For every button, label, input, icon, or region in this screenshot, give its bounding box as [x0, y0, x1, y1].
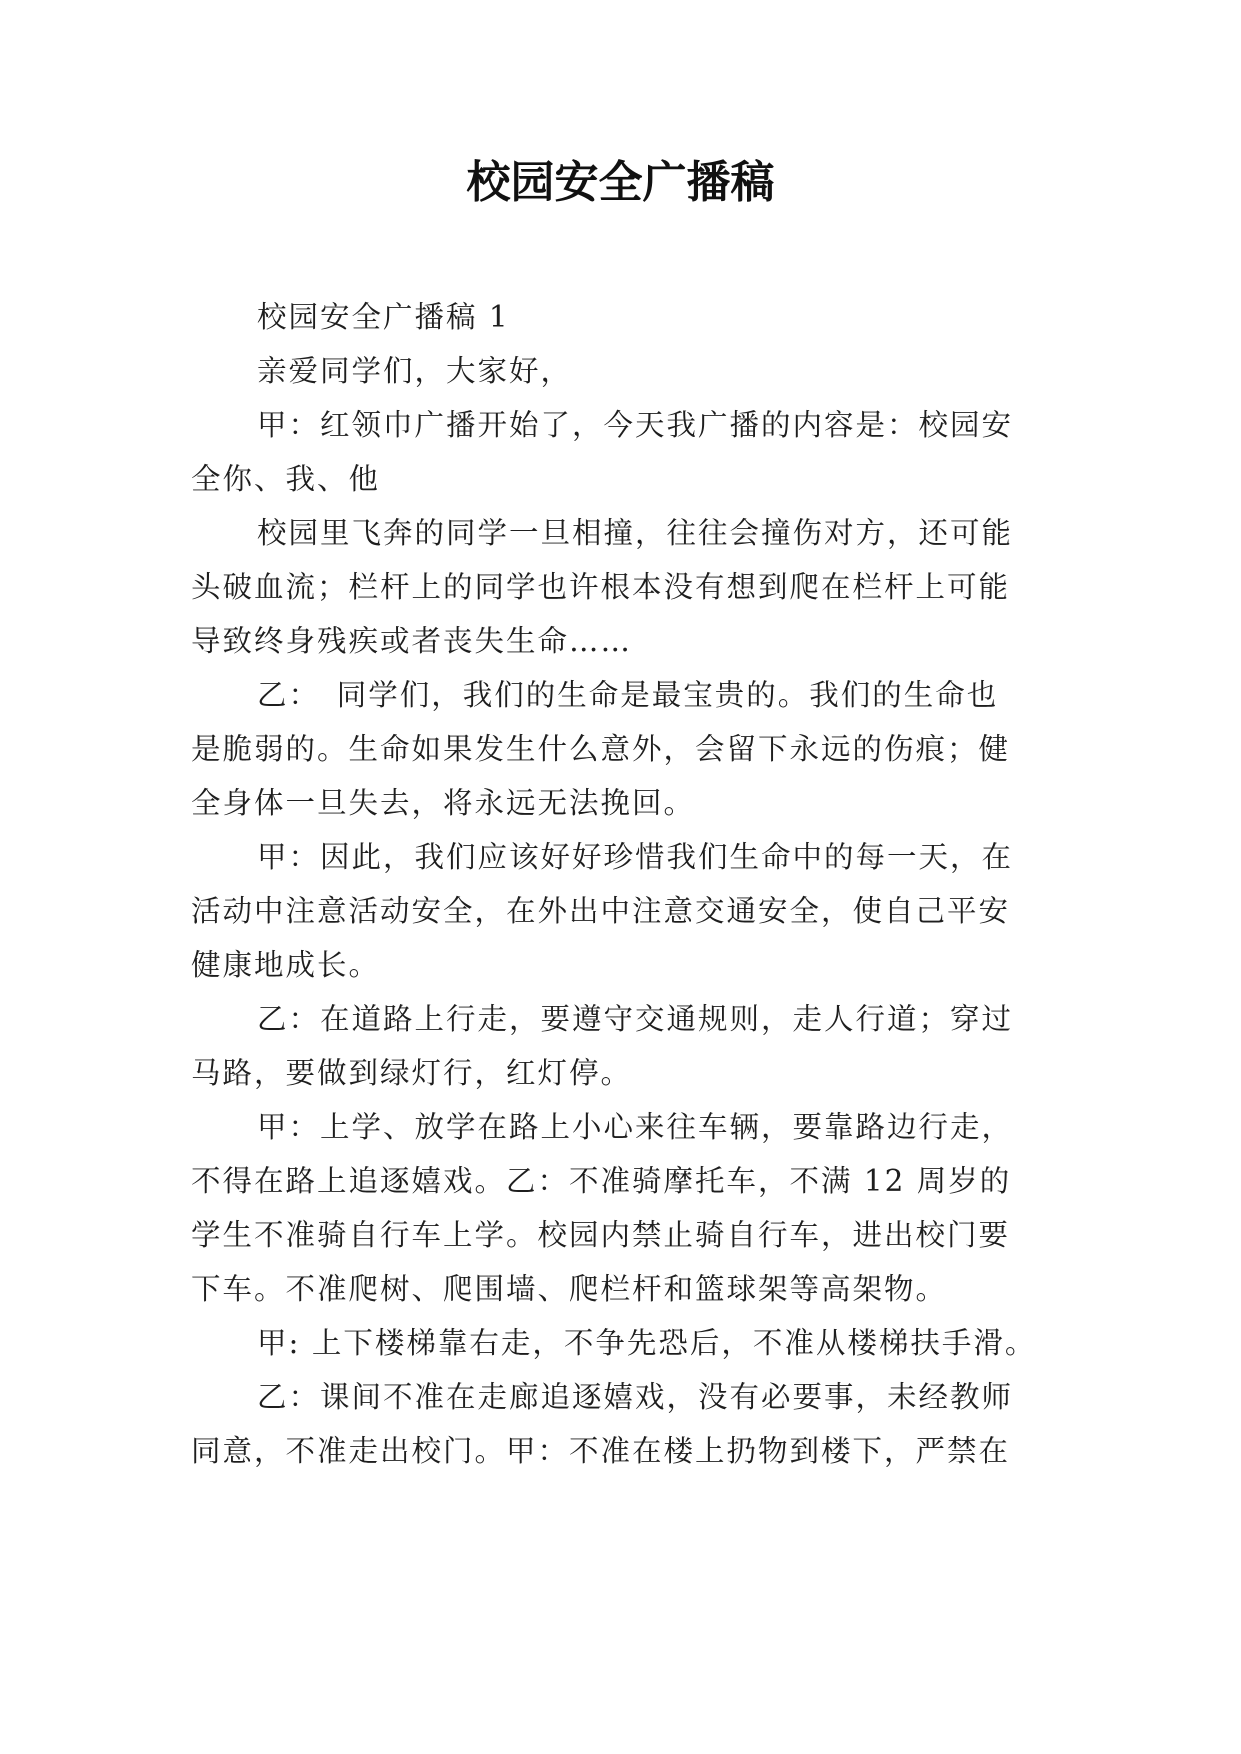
- paragraph: [191, 1316, 1051, 1370]
- paragraph: [191, 830, 1051, 992]
- paragraph: [191, 668, 1051, 830]
- paragraph: [191, 344, 1051, 398]
- text-line: 下车。不准爬树、爬围墙、爬栏杆和篮球架等高架物。: [191, 1272, 948, 1306]
- text-line: 学生不准骑自行车上学。校园内禁止骑自行车，进出校门要: [191, 1218, 1011, 1252]
- text-line: 全你、我、他: [191, 462, 381, 496]
- text-line: 健康地成长。: [191, 948, 381, 982]
- text-line: 乙：课间不准在走廊追逐嬉戏，没有必要事，未经教师: [257, 1380, 1014, 1414]
- text-line: 头破血流；栏杆上的同学也许根本没有想到爬在栏杆上可能: [191, 570, 1011, 604]
- paragraph: [191, 1100, 1051, 1316]
- text-line: 活动中注意活动安全，在外出中注意交通安全，使自己平安: [191, 894, 1011, 928]
- text-line: 不得在路上追逐嬉戏。乙：不准骑摩托车，不满 12 周岁的: [191, 1164, 1012, 1198]
- text-line: 甲: 上下楼梯靠右走，不争先恐后，不准从楼梯扶手滑。: [257, 1326, 1037, 1360]
- text-line: 校园安全广播稿 1: [257, 300, 510, 334]
- paragraph: [191, 1370, 1051, 1478]
- text-line: 同意，不准走出校门。甲：不准在楼上扔物到楼下，严禁在: [191, 1434, 1011, 1468]
- text-line: 乙： 同学们，我们的生命是最宝贵的。我们的生命也: [257, 678, 999, 712]
- text-line: 甲：因此，我们应该好好珍惜我们生命中的每一天，在: [257, 840, 1014, 874]
- paragraph: [191, 992, 1051, 1100]
- text-line: 甲：上学、放学在路上小心来往车辆，要靠路边行走，: [257, 1110, 1014, 1144]
- text-line: 全身体一旦失去，将永远无法挽回。: [191, 786, 696, 820]
- paragraph: [191, 506, 1051, 668]
- paragraph: [191, 398, 1051, 506]
- text-line: 亲爱同学们，大家好，: [257, 354, 573, 388]
- text-line: 导致终身残疾或者丧失生命……: [191, 624, 633, 658]
- document-title: 校园安全广播稿: [466, 157, 775, 208]
- text-line: 乙：在道路上行走，要遵守交通规则，走人行道；穿过: [257, 1002, 1014, 1036]
- document-body: [191, 290, 1051, 1478]
- text-line: 马路，要做到绿灯行，红灯停。: [191, 1056, 633, 1090]
- text-line: 校园里飞奔的同学一旦相撞，往往会撞伤对方，还可能: [257, 516, 1014, 550]
- paragraph: [191, 290, 1051, 344]
- text-line: 是脆弱的。生命如果发生什么意外，会留下永远的伤痕；健: [191, 732, 1011, 766]
- text-line: 甲：红领巾广播开始了，今天我广播的内容是：校园安: [257, 408, 1014, 442]
